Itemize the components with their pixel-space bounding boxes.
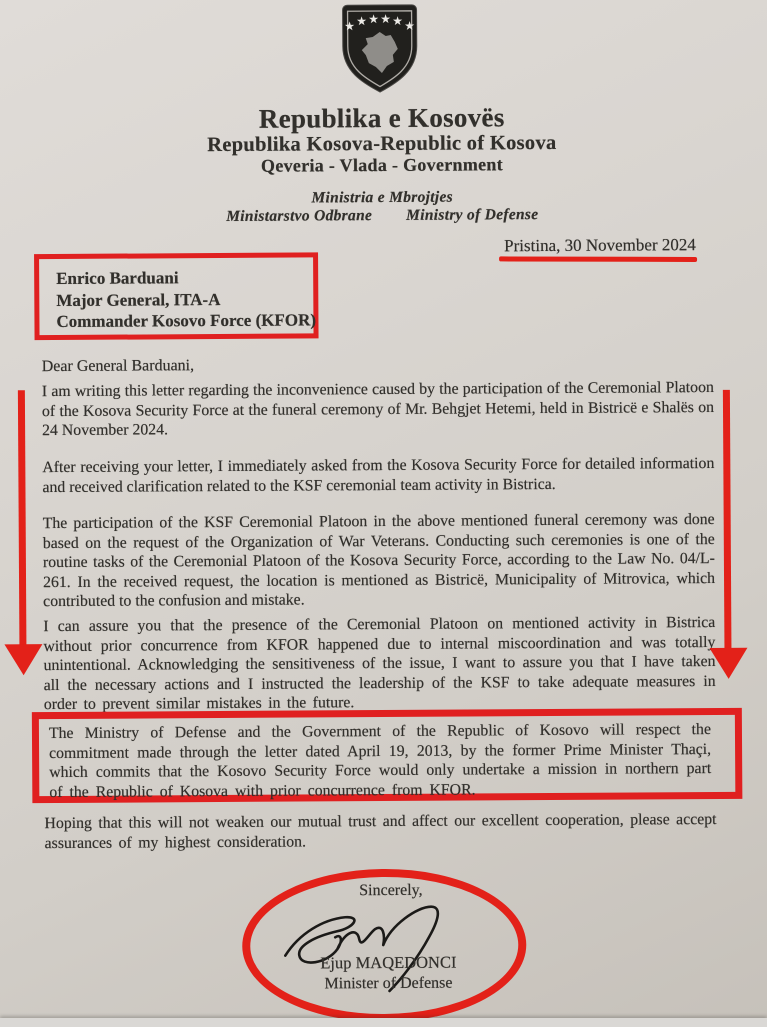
right-down-arrow-shaft (723, 390, 732, 650)
paper-bottom-edge (0, 1018, 767, 1027)
body-paragraph: I can assure you that the presence of the Ceremonial Platoon on mentioned activity in Bistrica without prior concurrence from KFOR happened due to internal miscoordination and was totally unintentional. Acknowledging the sensitiveness of the issue, I want to assure you that I have taken all the necessary actions and I instructed the leadership of the KSF to take adequate measures in order to prevent similar mistakes in the future. (43, 613, 716, 714)
star-icon: ★ (344, 19, 356, 34)
body-paragraph: I am writing this letter regarding the inconvenience caused by the participation of the Ceremonial Platoon of the Kosova Security Force at the funeral ceremony of Mr. Behgjet Hetemi, held in Bistricë e Shalës on 24 November 2024. (41, 378, 715, 440)
recipient-name: Enrico Barduani (56, 268, 179, 288)
recipient-block (56, 266, 316, 332)
star-icon: ★ (392, 13, 404, 28)
body-paragraph: After receiving your letter, I immediately asked from the Kosova Security Force for detailed information and received clarification related to the KSF ceremonial team activity in Bistrica. (42, 454, 715, 496)
closing-paragraph: Hoping that this will not weaken our mutual trust and affect our excellent cooperation, please accept assurances of my highest consideration. (44, 810, 717, 852)
kosovo-shield-emblem-icon (335, 2, 426, 95)
star-icon: ★ (368, 12, 380, 27)
star-icon: ★ (404, 18, 416, 33)
ministry-name-albanian: Ministria e Mbrojtjes (311, 188, 454, 207)
recipient-rank: Major General, ITA-A (56, 289, 221, 310)
left-down-arrow-head-icon (4, 644, 42, 675)
header-title-bilingual: Republika Kosova-Republic of Kosova (207, 131, 557, 157)
date-underline-annotation (499, 256, 697, 262)
left-down-arrow-shaft (18, 390, 27, 646)
body-paragraph: The participation of the KSF Ceremonial Platoon in the above mentioned funeral ceremony was done based on the request of the Organization of War Veterans. Conducting such ceremonies is one of the routine tasks of the Ceremonial Platoon of the Kosova Security Force, according to the Law No. 04/L-261. In the received request, the location is mentioned as Bistricë, Municipality of Mitrovica, which contributed to the confusion and mistake. (42, 510, 716, 611)
signatory-name: Ejup MAQEDONCI (320, 952, 457, 973)
signoff: Sincerely, (359, 881, 423, 900)
highlighted-paragraph: The Ministry of Defense and the Government of the Republic of Kosovo will respect the commitment made through the letter dated April 19, 2013, by the former Prime Minister Thaçi, which commits that the Kosovo Security Force would only undertake a mission in northern part of the Republic of Kosova with prior concurrence from KFOR. (48, 721, 712, 801)
signatory-title: Minister of Defense (324, 974, 453, 993)
dateline: Pristina, 30 November 2024 (504, 235, 696, 256)
header-government-line: Qeveria - Vlada - Government (260, 154, 504, 176)
star-icon: ★ (356, 14, 368, 29)
right-down-arrow-head-icon (709, 648, 747, 679)
salutation: Dear General Barduani, (41, 357, 195, 376)
signature-circle-annotation (242, 868, 527, 1023)
recipient-position: Commander Kosovo Force (KFOR) (56, 310, 317, 331)
star-icon: ★ (380, 11, 392, 27)
ministry-name-english: Ministry of Defense (406, 206, 539, 224)
ministry-name-line (0, 205, 766, 228)
header-title-albanian: Republika e Kosovës (258, 102, 505, 134)
ministry-name-serbian: Ministarstvo Odbrane (226, 207, 373, 225)
